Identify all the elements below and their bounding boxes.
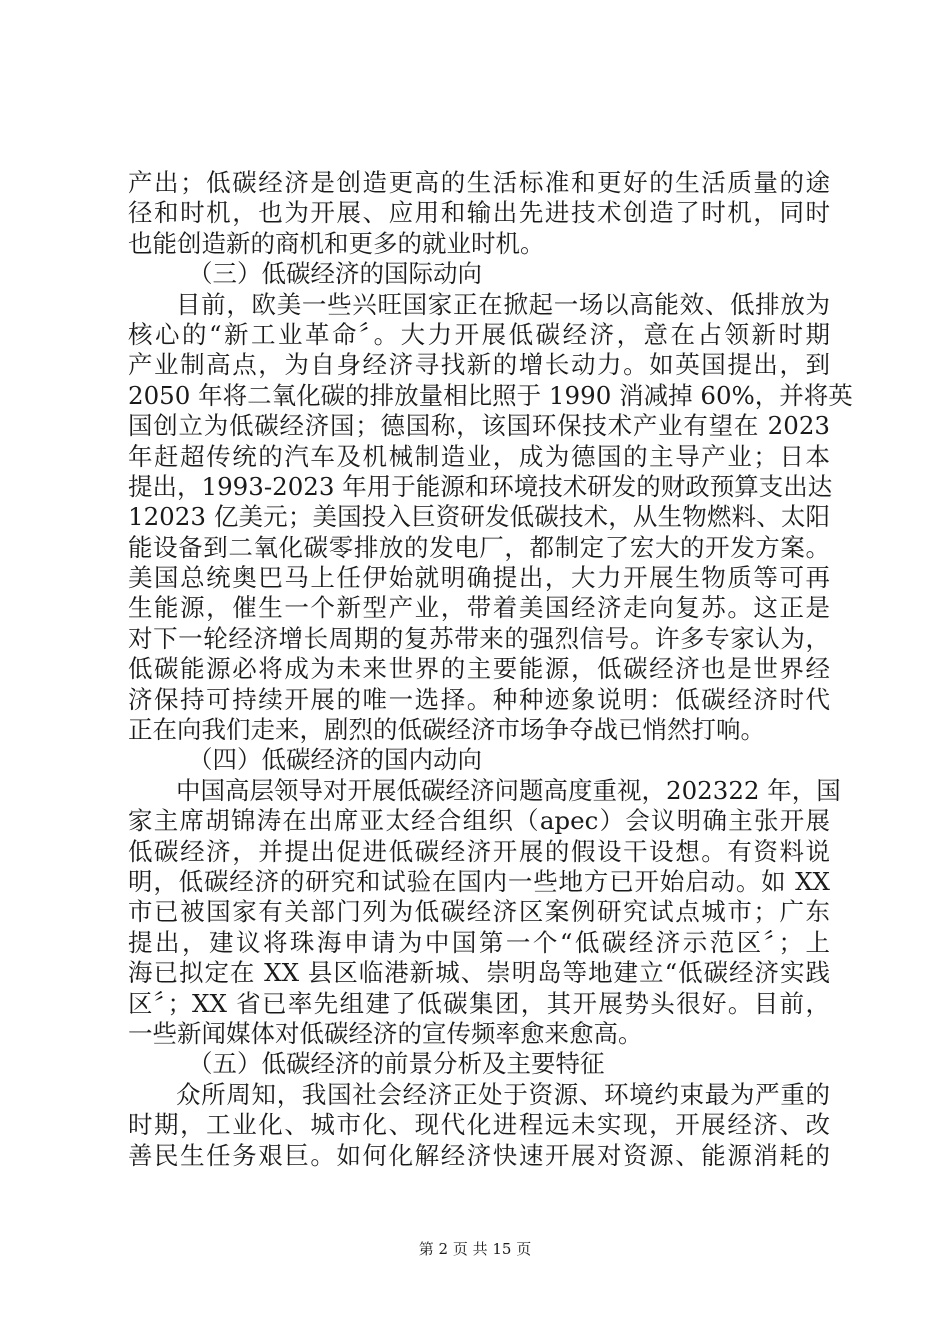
paragraph-line: 海已拟定在 XX 县区临港新城、崇明岛等地建立“低碳经济实践 bbox=[128, 958, 830, 988]
section-heading-3: （三）低碳经济的国际动向 bbox=[188, 259, 482, 289]
paragraph-line: 也能创造新的商机和更多的就业时机。 bbox=[128, 228, 545, 258]
paragraph-line: 径和时机，也为开展、应用和输出先进技术创造了时机，同时 bbox=[128, 198, 830, 228]
paragraph-line: 家主席胡锦涛在出席亚太经合组织（apec）会议明确主张开展 bbox=[128, 806, 830, 836]
paragraph-line: 产业制高点，为自身经济寻找新的增长动力。如英国提出，到 bbox=[128, 350, 830, 380]
paragraph-line: 济保持可持续开展的唯一选择。种种迹象说明：低碳经济时代 bbox=[128, 684, 830, 714]
paragraph-line: 目前，欧美一些兴旺国家正在掀起一场以高能效、低排放为 bbox=[176, 289, 830, 319]
paragraph-line: 区〞；XX 省已率先组建了低碳集团，其开展势头很好。目前， bbox=[128, 988, 830, 1018]
body-text bbox=[128, 168, 853, 1171]
page-number-footer: 第 2 页 共 15 页 bbox=[418, 1240, 532, 1258]
paragraph-line: 美国总统奥巴马上任伊始就明确提出，大力开展生物质等可再 bbox=[128, 563, 830, 593]
paragraph-line: 一些新闻媒体对低碳经济的宣传频率愈来愈高。 bbox=[128, 1018, 643, 1048]
paragraph-line: 提出，建议将珠海申请为中国第一个“低碳经济示范区〞；上 bbox=[128, 927, 830, 957]
paragraph-line: 提出，1993-2023 年用于能源和环境技术研发的财政预算支出达 bbox=[128, 471, 833, 501]
paragraph-line: 善民生任务艰巨。如何化解经济快速开展对资源、能源消耗的 bbox=[128, 1140, 830, 1170]
paragraph-line: 能设备到二氧化碳零排放的发电厂，都制定了宏大的开发方案。 bbox=[128, 532, 830, 562]
paragraph-line: 低碳经济，并提出促进低碳经济开展的假设干设想。有资料说 bbox=[128, 836, 830, 866]
paragraph-line: 产出；低碳经济是创造更高的生活标准和更好的生活质量的途 bbox=[128, 168, 830, 197]
paragraph-line: 低碳能源必将成为未来世界的主要能源，低碳经济也是世界经 bbox=[128, 654, 830, 684]
paragraph-line: 正在向我们走来，剧烈的低碳经济市场争夺战已悄然打响。 bbox=[128, 715, 765, 745]
paragraph-line: 核心的“新工业革命〞。大力开展低碳经济，意在占领新时期 bbox=[128, 319, 830, 349]
paragraph-line: 市已被国家有关部门列为低碳经济区案例研究试点城市；广东 bbox=[128, 897, 830, 927]
section-heading-5: （五）低碳经济的前景分析及主要特征 bbox=[188, 1049, 605, 1079]
paragraph-line: 明，低碳经济的研究和试验在国内一些地方已开始启动。如 XX bbox=[128, 866, 830, 896]
paragraph-line: 时期，工业化、城市化、现代化进程远未实现，开展经济、改 bbox=[128, 1110, 830, 1140]
paragraph-line: 国创立为低碳经济国；德国称，该国环保技术产业有望在 2023 bbox=[128, 411, 830, 441]
paragraph-line: 2050 年将二氧化碳的排放量相比照于 1990 消减掉 60%，并将英 bbox=[128, 380, 853, 410]
paragraph-line: 12023 亿美元；美国投入巨资研发低碳技术，从生物燃料、太阳 bbox=[128, 502, 830, 532]
paragraph-line: 生能源，催生一个新型产业，带着美国经济走向复苏。这正是 bbox=[128, 593, 830, 623]
section-heading-4: （四）低碳经济的国内动向 bbox=[188, 745, 482, 775]
paragraph-line: 众所周知，我国社会经济正处于资源、环境约束最为严重的 bbox=[176, 1079, 830, 1109]
paragraph-line: 中国高层领导对开展低碳经济问题高度重视，202322 年，国 bbox=[176, 775, 841, 805]
paragraph-line: 对下一轮经济增长周期的复苏带来的强烈信号。许多专家认为， bbox=[128, 623, 830, 653]
paragraph-line: 年赶超传统的汽车及机械制造业，成为德国的主导产业；日本 bbox=[128, 441, 830, 471]
